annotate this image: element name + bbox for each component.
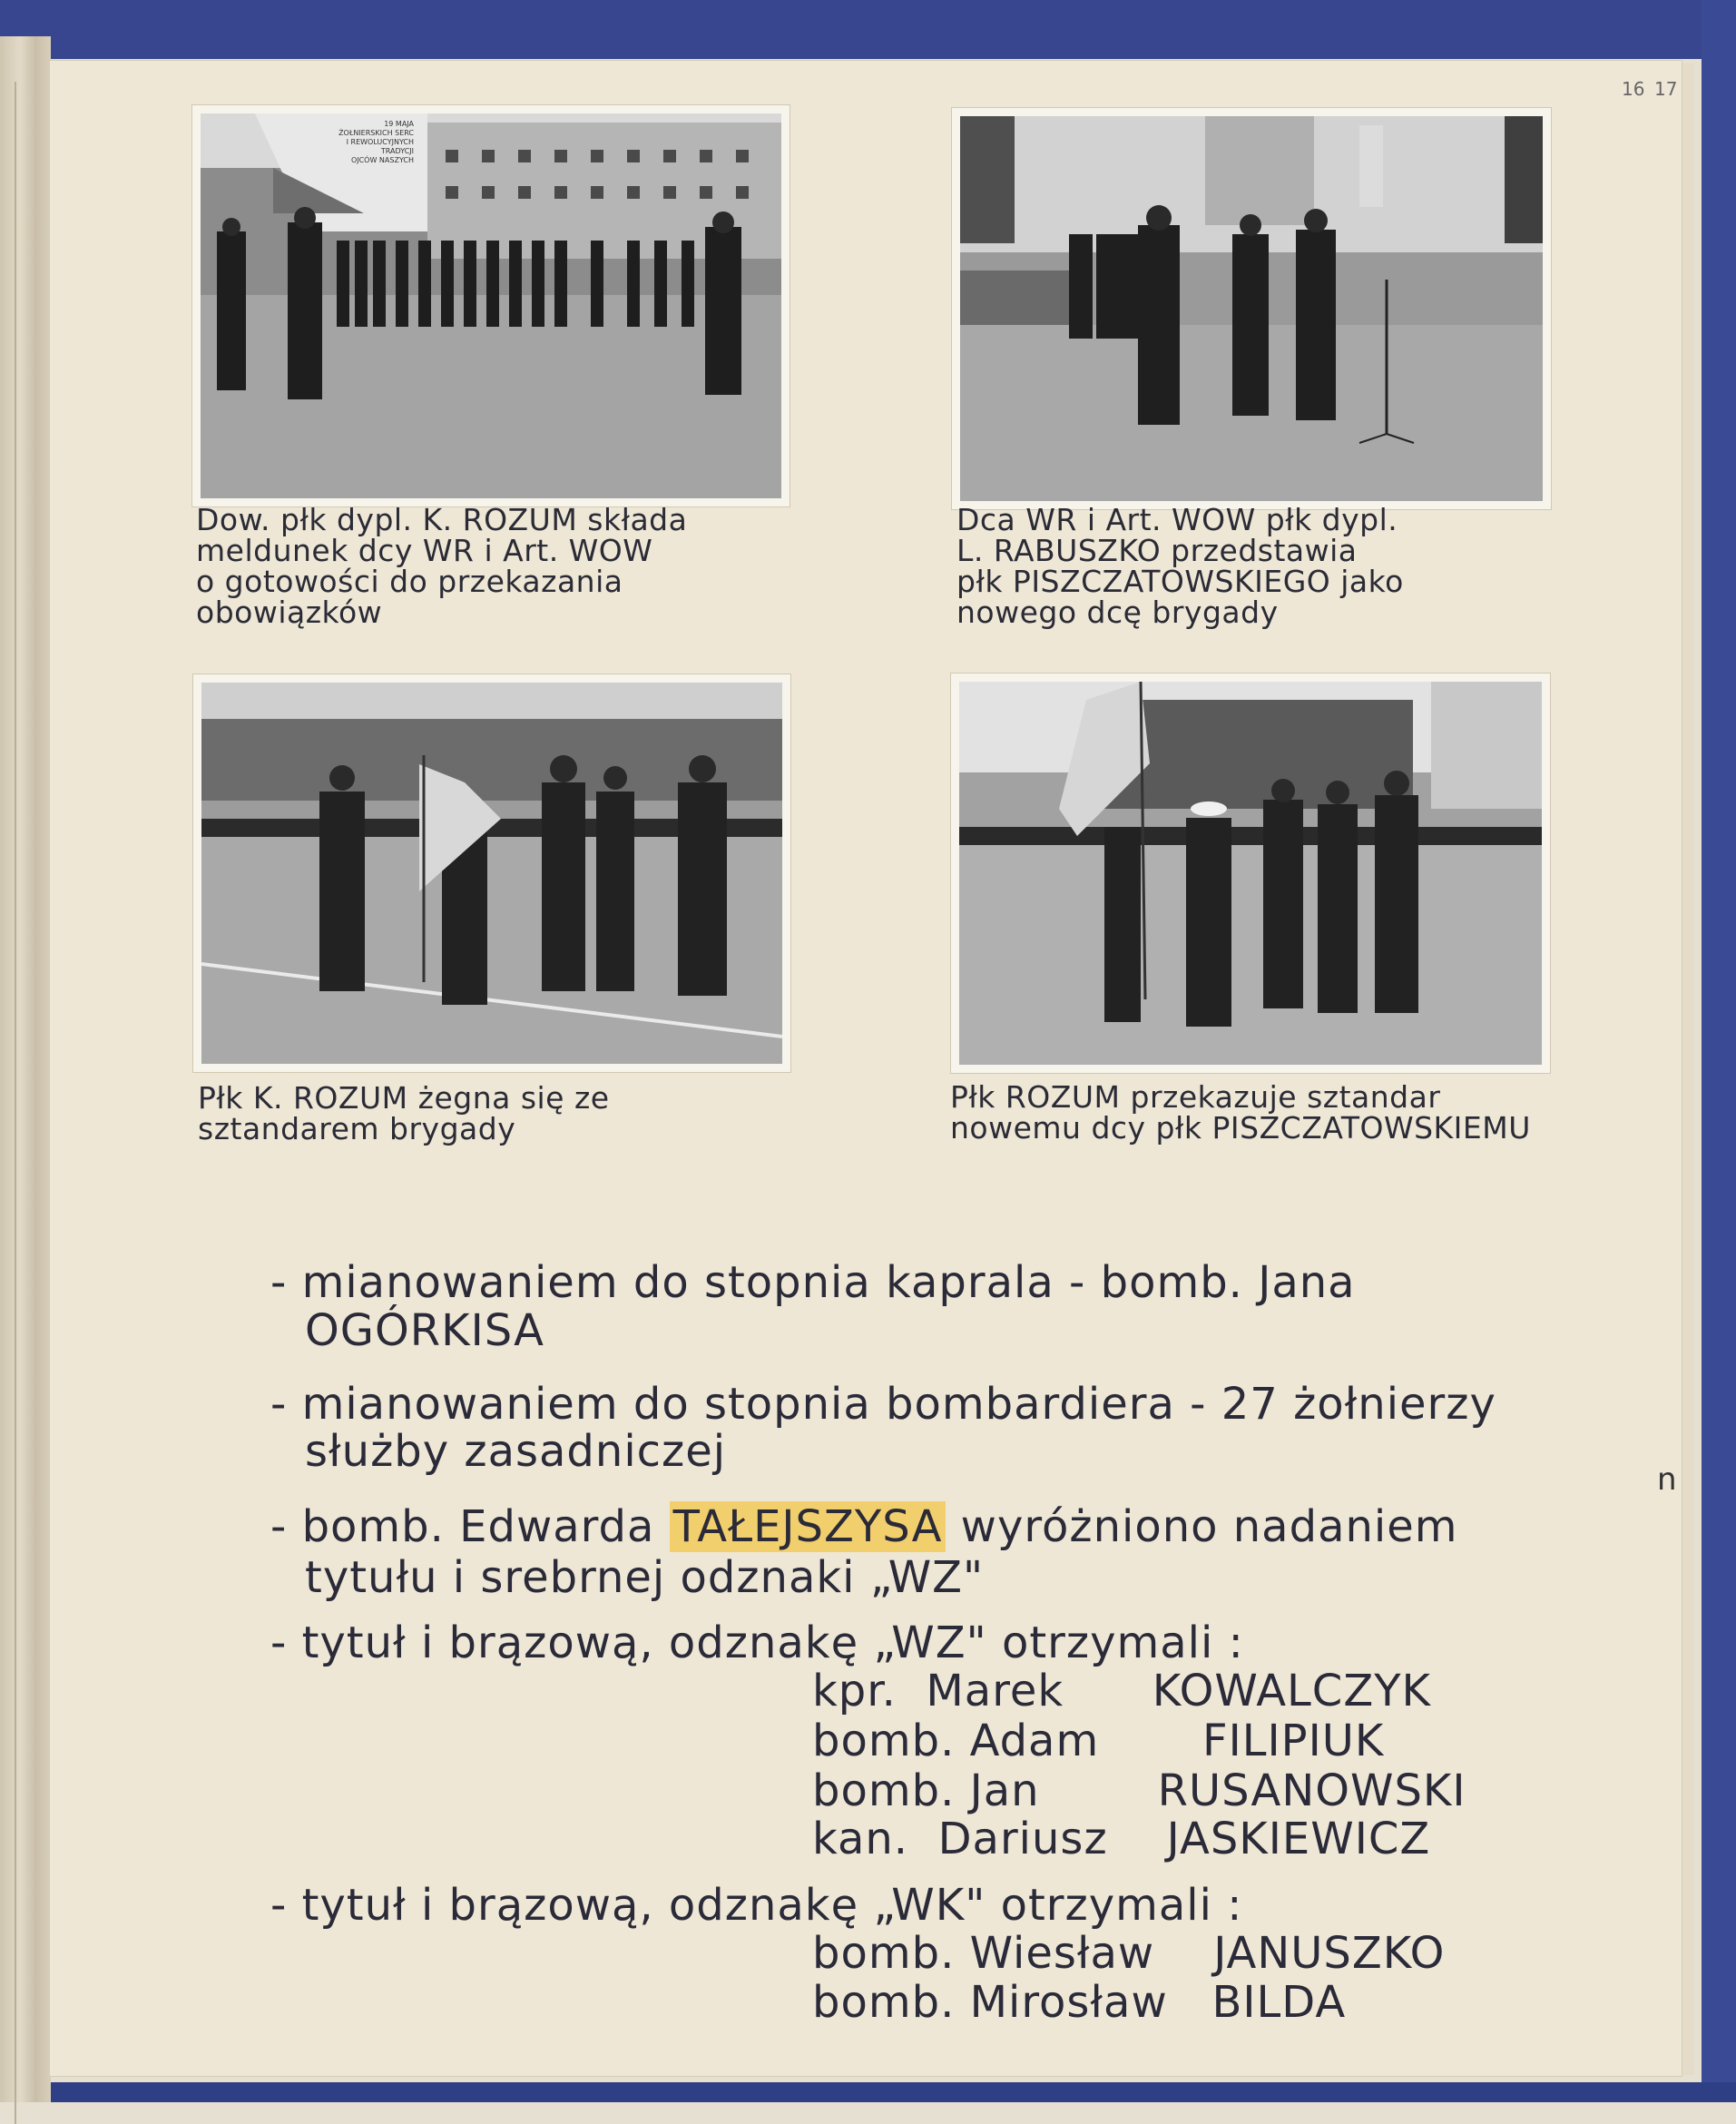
caption-line: L. RABUSZKO przedstawia	[956, 533, 1358, 568]
margin-mark: n	[1657, 1461, 1677, 1498]
recipient-line: bomb. Jan RUSANOWSKI	[812, 1765, 1466, 1816]
page-number-left: 16	[1622, 78, 1645, 100]
banner-line: 19 MAJA	[384, 120, 414, 128]
caption-line: o gotowości do przekazania	[196, 564, 623, 599]
text-line: - tytuł i brązową, odznakę „WK" otrzymali :	[270, 1880, 1243, 1931]
text-line	[270, 1501, 1458, 1552]
banner-line: ŻOŁNIERSKICH SERC	[338, 129, 414, 137]
text-line: tytułu i srebrnej odznaki „WZ"	[305, 1552, 985, 1603]
highlighted-name: TAŁEJSZYSA	[670, 1501, 946, 1552]
caption-line: nowemu dcy płk PISZCZATOWSKIEMU	[950, 1110, 1531, 1146]
text-fragment: - bomb. Edwarda	[270, 1501, 670, 1552]
photo-caption	[196, 502, 688, 630]
text-line: służby zasadniczej	[305, 1426, 727, 1477]
text-line: - tytuł i brązową, odznakę „WZ" otrzymali :	[270, 1618, 1244, 1668]
recipient-line: kpr. Marek KOWALCZYK	[812, 1666, 1431, 1716]
caption-line: Dow. płk dypl. K. ROZUM składa	[196, 502, 688, 537]
banner-line: TRADYCJI	[380, 147, 414, 155]
text-line: OGÓRKISA	[305, 1305, 544, 1356]
caption-line: obowiązków	[196, 595, 383, 630]
text-fragment: wyróżniono nadaniem	[946, 1501, 1458, 1552]
caption-line: Płk K. ROZUM żegna się ze	[198, 1080, 610, 1116]
recipient-line: bomb. Adam FILIPIUK	[812, 1716, 1385, 1766]
recipient-line: bomb. Mirosław BILDA	[812, 1977, 1347, 2028]
photo-presentation	[952, 108, 1551, 509]
photo-caption	[956, 502, 1404, 630]
photo-farewell-banner	[193, 674, 790, 1072]
album-binding	[0, 36, 51, 2102]
caption-line: Płk ROZUM przekazuje sztandar	[950, 1079, 1441, 1115]
album-cover-bottom	[0, 2082, 1736, 2102]
caption-line: meldunek dcy WR i Art. WOW	[196, 533, 653, 568]
banner-line: I REWOLUCYJNYCH	[346, 138, 414, 146]
photo-caption	[950, 1079, 1531, 1146]
photo-report-ceremony	[192, 105, 790, 506]
photo-caption	[198, 1080, 610, 1146]
caption-line: sztandarem brygady	[198, 1111, 516, 1146]
recipient-line: bomb. Wiesław JANUSZKO	[812, 1928, 1446, 1979]
banner-line: OJCÓW NASZYCH	[350, 156, 414, 164]
text-line: - mianowaniem do stopnia bombardiera - 27 żołnierzy	[270, 1379, 1496, 1430]
text-line: - mianowaniem do stopnia kaprala - bomb. Jana	[270, 1257, 1356, 1308]
caption-line: nowego dcę brygady	[956, 595, 1279, 630]
recipient-line: kan. Dariusz JASKIEWICZ	[812, 1814, 1431, 1864]
album-cover-top	[0, 0, 1736, 59]
page-edge	[1681, 64, 1694, 2075]
caption-line: płk PISZCZATOWSKIEGO jako	[956, 564, 1404, 599]
photo-banner-handover	[951, 674, 1550, 1073]
caption-line: Dca WR i Art. WOW płk dypl.	[956, 502, 1398, 537]
page-number-right: 17	[1654, 78, 1678, 100]
album-cover-right	[1702, 0, 1736, 2102]
